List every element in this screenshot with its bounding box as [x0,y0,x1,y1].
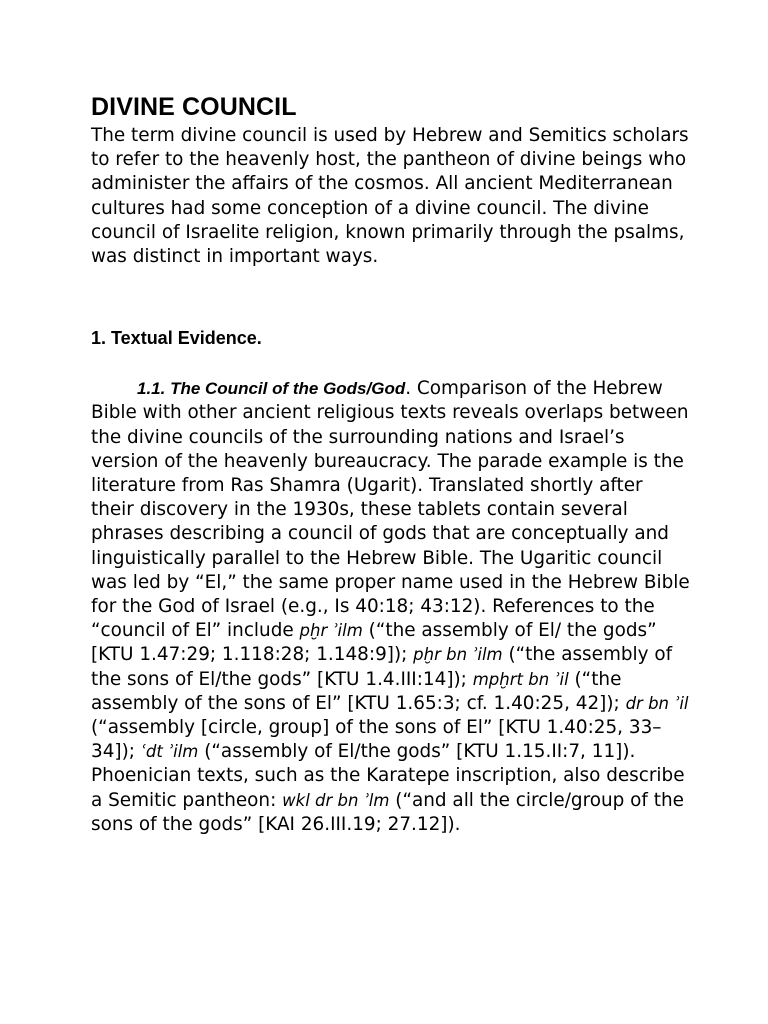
transliteration: mpḫrt bn ʾil [472,669,569,689]
document-page [91,92,691,837]
transliteration: dr bn ʾil [625,693,689,713]
transliteration: ʿdt ʾilm [140,742,199,762]
paragraph-text: (“assembly [circle, group] of the sons of El” [KTU 1.40:25, 33–34]); [91,717,662,763]
paragraph-text: (“assembly of El/the gods” [KTU 1.15.II:7, 11]). Phoenician texts, such as the Karatepe inscription, also describe a Semitic pantheon: [91,741,685,811]
subsection-title: 1.1. The Council of the Gods/God [137,379,406,399]
transliteration: wkl dr bn ʾlm [282,790,390,810]
paragraph-text: . Comparison of the Hebrew Bible with other ancient religious texts reveals overlaps between the divine councils of the surrounding nations and Israel’s version of the heavenly bureaucracy. The parade example is the literature from Ras Shamra (Ugarit). Translated shortly after their discovery in the 1930s, these tablets contain several phrases describing a council of gods that are conceptually and linguistically parallel to the Hebrew Bible. The Ugaritic council was led by “El,” the same proper name used in the Hebrew Bible for the God of Israel (e.g., Is 40:18; 43:12). References to the “council of El” include [91,378,690,642]
paragraph-text: (“the assembly of El/ the gods” [KTU 1.47:29; 1.118:28; 1.148:9]); [91,620,657,666]
section-heading: 1. Textual Evidence. [91,328,262,349]
transliteration: pḫr bn ʾilm [413,645,503,665]
paragraph-text: (“the assembly of the sons of El” [KTU 1.65:3; cf. 1.40:25, 42]); [91,668,626,714]
intro-paragraph: The term divine council is used by Hebrew and Semitics scholars to refer to the heavenly host, the pantheon of divine beings who administer the affairs of the cosmos. All ancient Mediterranean cultures had some conception of a divine council. The divine council of Israelite religion, known primarily through the psalms, was distinct in important ways. [91,125,689,268]
subsection-paragraph [91,377,691,837]
transliteration: pḫr ʾilm [299,621,363,641]
document-title: DIVINE COUNCIL [91,93,297,121]
paragraph-text: (“and all the circle/group of the sons of the gods” [KAI 26.III.19; 27.12]). [91,789,684,835]
paragraph-text: (“the assembly of the sons of El/the gods” [KTU 1.4.III:14]); [91,644,673,690]
